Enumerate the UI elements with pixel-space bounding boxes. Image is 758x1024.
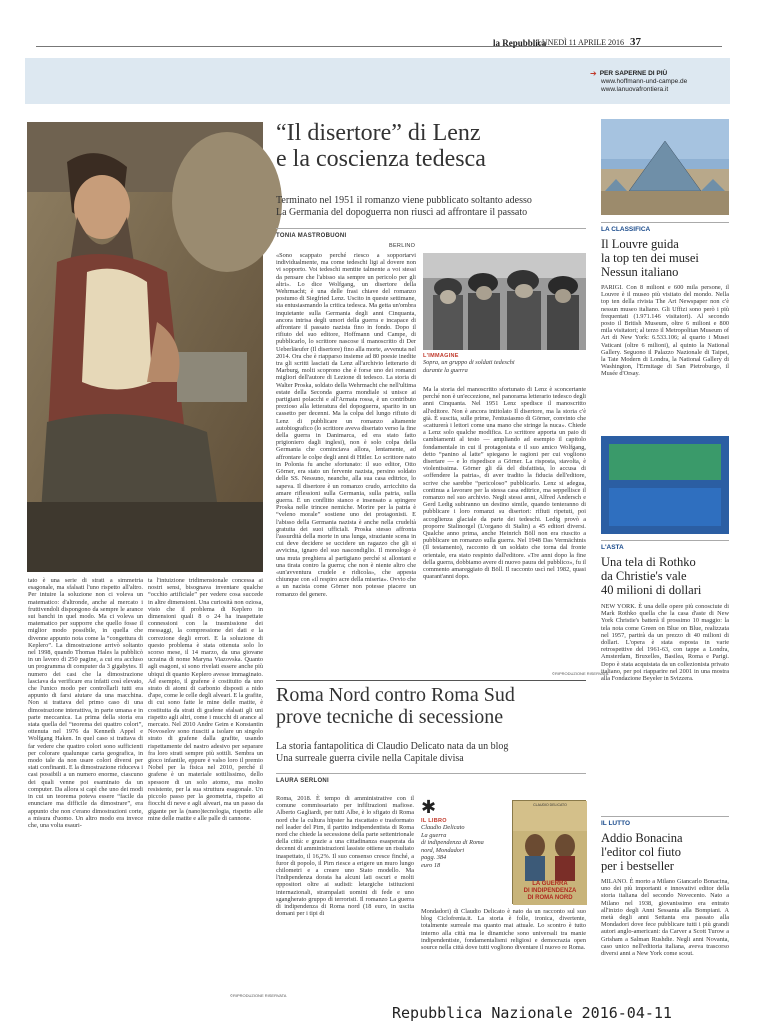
classifica-body: PARIGI. Con 8 milioni e 600 mila persone, il Louvre è il museo più visitato del mondo. Nella top ten della rivista The Art Newspaper non c'è nessun museo italiano. Gli Uffizi sono però i più frequentati (1.971.146 visitatori). Al secondo posto il British Museum, oltre 6 milioni e 800 mila visitatori; al terzo il Metropolitan Museum of Art di New York: 6.533.106; al quarto i Musei Vaticani (oltre 6 milioni), al quinto la National Gallery. Seguono il Palazzo Nazionale di Taipei, la Tate Modern di Londra, la National Gallery di Washington, l'Ermitage di San Pietroburgo, il Musée d'Orsay. [601, 284, 729, 378]
second-article-subtitle: La storia fantapolitica di Claudio Delicato nata da un blog Una surreale guerra civile nella Capitale divisa [276, 741, 509, 764]
asterisk-icon: ✱ [421, 797, 437, 818]
louvre-image [601, 119, 729, 215]
sidebar-rule-2 [601, 540, 729, 541]
second-article-col1: Roma, 2018. È tempo di amministrative con il comune commissariato per infiltrazioni mafiose. Alberto Gagliardi, per tutti Albe, è lo sfigato di Roma nord che la cultura hipster ha riscattato e trasformato nel leader del Pirn, il partito indipendentista di Roma nord che chiede la secessione della parte settentrionale della città: e grazie a una cittadinanza esasperata da decenni di amministrazioni lassiste ottiene un risultato inaspettato, il 16,2%. Il suo consenso cresce finché, a furor di popolo, il Pirn riesce a erigere un muro lungo chilometri e a creare uno Stato modello. Ma l'indipendenza dorata ha alcuni lati oscuri e molti oppositori oltre ai sudisti: letargiche istituzioni internazionali, strampalati uomini di fede e uno sgangherato gruppo di terroristi. Il romanzo La guerra di indipendenza di Roma nord (18 euro, in uscita domani per i tipi di [276, 795, 414, 918]
book-info: ✱ IL LIBRO Claudio Delicato La guerra di indipendenza di Roma nord, Mondadori pagg. 384 euro 18 [421, 800, 491, 869]
asta-title: Una tela di Rothko da Christie's vale 40 milioni di dollari [601, 555, 702, 597]
lutto-body: MILANO. È morto a Milano Giancarlo Bonacina, uno dei più importanti e innovativi editor della storia italiana del secondo Novecento. Nato a Milano nel 1938, giovanissimo era entrato all'inizio degli Anni Sessanta alla Bompiani. A metà degli anni Settanta era passato alla Mondadori dove fece pubblicare tutti i più grandi autori anglo-americani: da Carver a Scott Turow a Grisham a Salman Rushdie. Negli anni Novanta, caso unico nell'editoria italiana, aveva trascorso diversi anni a New York come scout. [601, 878, 729, 958]
left-credit: ©RIPRODUZIONE RISERVATA [230, 993, 287, 998]
second-article-author: LAURA SERLONI [276, 778, 330, 784]
link-lanuovafrontiera[interactable]: www.lanuovafrontiera.it [601, 86, 669, 93]
sidebar-rule-1 [601, 222, 729, 223]
image-caption: L'IMMAGINE Sopra, un gruppo di soldati tedeschi durante la guerra [423, 353, 515, 374]
left-col2: ta l'intuizione tridimensionale concessa ai nostri sensi, bisognava inventare qualche “occhio artificiale” per vedere cosa succede in altre dimensioni. Una curiosità non oziosa, visto che il problema di Keplero in dimensioni quali 8 o 24 ha inaspettate connessioni con la trasmissione dei messaggi, la compressione dei dati e la correzione degli errori. E la soluzione di questo problema è stata ottenuta solo lo scorso mese, il 14 marzo, da una giovane ucraina di nome Maryna Viazovska. Quanto agli esagoni, si sono rivelati essere anche più ubiqui di quanto Keplero avesse immaginato. Ad esempio, il grafene è costituito da uno strato di atomi di carbonio disposti a nido d'ape, come le celle degli alveari. E la grafite, di cui sono fatte le mine delle matite, è costituita da strati di grafene sfalsati gli uni rispetto agli altri, come i mucchi di arance al mercato. Nel 2010 Andre Geim e Konstantin Novoselov sono riusciti a isolare un singolo strato di grafene dalla grafite, usando rispettamente del nastro adesivo per separare fra loro strati sempre più sottili. Sembra un gioco infantile, eppure è valso loro il premio Nobel per la fisica nel 2010, perché il grafene è un materiale sottilissimo, dello spessore di un solo atomo, ma molto resistente, per la sua struttura esagonale. Un piccolo passo per la geometria, rispetto ai fiocchi di neve e agli alveari, ma un passo da gigante per la (nano)tecnologia, rispetto alle mine delle matite e alle palle di cannone. [148, 577, 263, 822]
rothko-image [601, 436, 729, 534]
per-saperne-title: PER SAPERNE DI PIÙ [599, 70, 668, 77]
subtitle-rule [276, 228, 586, 229]
main-article-credit: ©RIPRODUZIONE RISERVATA [552, 671, 609, 676]
second-article-col2: Mondadori) di Claudio Delicato è nato da un racconto sul suo blog Ciclofrenia.it. La storia è folle, ironica, divertente, totalmente surreale ma quanto mai attuale. Lo scontro è tutto interno alla città ma le dinamiche sono universali tra manie indipendentiste, fondamentalismi religiosi e democrazia open source nella città dove tutti vogliono diventare il nuovo re Roma. [421, 908, 586, 952]
lutto-title: Addio Bonacina l'editor col fiuto per i bestseller [601, 831, 683, 873]
soldiers-image [423, 253, 586, 350]
main-article-author: TONIA MASTROBUONI [276, 233, 347, 239]
main-article-title: “Il disertore” di Lenz e la coscienza tedesca [276, 120, 486, 172]
main-article-col2: Ma la storia del manoscritto sfortunato di Lenz è sconcertante perché non è un'eccezione, nel panorama letterario tedesco degli anni Cinquanta. Nel 1951 Lenz spedisce il manoscritto all'editore. Non è ancora intitolato Il disertore, ma la storia c'è già. È suscita, sulle prime, l'entusiasmo di Görner, convinto che «catturerà i lettori come una mano che stringe la nuca». Chiede a Lenz solo qualche modifica. Lo scrittore apporta un paio di cambiamenti al testo — ampliando ad esempio il capitolo fondamentale in cui il protagonista e il suo amico Wolfgang, detto “panino al latte” spiegano le ragioni per cui vogliono disertare — e lo rispedisce a Görner. La risposta, stavolta, è violentissima. Görner gli dà del disfattista, lo accusa di «offendere la patria», di aver tradito la fiducia dell'editore, scrive che sarebbe “pericoloso” pubblicarlo. Lenz si adegua, continua a lavorare per la stessa casa editrice, ma seppellisce il romanzo nel suo archivio. Negli stessi anni, Alfred Andersch e Gerd Ledig subiranno un destino simile, quando tenteranno di pubblicare i loro romanzi su disertori: rifiuti ripetuti, poi accoglienza glaciale da parte dei tedeschi. Ledig provò a proporre Stalinorgel (L'organo di Stalin) a 45 editori diversi. Qualche anno prima, anche Heinrich Böll non era riuscito a pubblicare un romanzo sulla guerra. Nel 1948 Das Vermächtnis (Il testamento), racconto di un soldato che torna dal fronte orientale, era stato respinto dall'editore. «Tre anni dopo la fine della guerra, dobbiamo avere di nuovo paura del pubblico», fu il commento amareggiato di Böll. Il racconto uscì nel 1982, quasi quarant'anni dopo. [423, 386, 586, 581]
classifica-tag: LA CLASSIFICA [601, 226, 651, 233]
painting-image [27, 122, 263, 572]
newspaper-name: la Repubblica [493, 38, 547, 48]
book-cover: CLAUDIO DELICATO LA GUERRA DI INDIPENDENZA DI ROMA NORD [512, 800, 586, 904]
classifica-title: Il Louvre guida la top ten dei musei Nessun italiano [601, 237, 699, 279]
second-article-title: Roma Nord contro Roma Sud prove tecniche di secessione [276, 684, 515, 728]
second-subtitle-rule [276, 773, 586, 774]
footer-stamp: Repubblica Nazionale 2016-04-11 [392, 1004, 672, 1022]
arrow-icon: ➔ [590, 69, 597, 78]
per-saperne-box [590, 70, 720, 100]
left-col1: tato è una serie di strati a simmetria esagonale, ma sfalsati l'uno rispetto all'altro. Per intuire la soluzione non ci voleva un matematico: d'altronde, anche al mercato i fruttivendoli dispongono da sempre le arance sui banchi in quel modo. Ma ci voleva un matematico per supporre che quello fosse il miglior modo possibile, in quella che divenne appunto nota come la “congettura di Keplero”. La dimostrazione arrivò soltanto nel 1998, quando Thomas Hales la pubblicò in un lavoro di 250 pagine, a cui era accluso un programma di computer da 3 gigabytes. Il numero dei casi che la dimostrazione lasciava da verificare era infatti così elevato, che l'unico modo per controllarli tutti era appunto di farsi aiutare da una macchina. Non si trattava del primo caso di una dimostrazione interattiva, in parte umana e in parte meccanica. La prima della storia era stata quella del “teorema dei quattro colori”, ottenuta nel 1976 da Kenneth Appel e Wolfgang Haken. In quel caso si trattava di far vedere che quattro colori sono sufficienti per colorare qualunque carta geografica, in modo tale da non usare colori diversi per stati confinanti. E la dimostrazione riduceva i casi possibili a un numero enorme, ciascuno dei quali venne poi esaminato da un computer. Da allora si capì che uno dei modi in cui un teorema poteva essere “facile da enunciare ma difficile da dimostrare”, era appunto che non c'erano dimostrazioni corte, a misura d'uomo. Un altro modo era invece che, una volta esauri- [28, 577, 143, 829]
sidebar-rule-3 [601, 816, 729, 817]
second-article-rule [276, 680, 586, 681]
asta-tag: L'ASTA [601, 544, 624, 551]
asta-body: NEW YORK. È una delle opere più conosciute di Mark Rothko quella che la casa d'aste di New York Christie's batterà il prossimo 10 maggio: la tela nota come Green on Blue on Blue, realizzata nel 1957, partirà da un prezzo di 40 milioni di dollari. L'opera è stata esposta in varie retrospettive del 1961-63, con tappe a Londra, Amsterdam, Bruxelles, Basilea, Roma e Parigi. Dopo è stata acquistata da un collezionista privato italiano, per poi riapparire nel 2001 in una mostra alla Fondazione Beyeler in Svizzera. [601, 603, 729, 683]
page-number: 37 [630, 36, 641, 48]
link-hoffmann[interactable]: www.hoffmann-und-campe.de [601, 78, 688, 85]
dateline: BERLINO [389, 243, 416, 249]
main-article-col1: «Sono scappato perché riesco a sopportarvi individualmente, ma come tedeschi ligi al dovere non vi sopporto. Voi tedeschi mentite talmente a voi stessi da pensare che l'abisso sia sempre un pericolo per gli altri». Lo dice Wolfgang, un disertore della Wehrmacht; è una delle frasi chiave del romanzo postumo di Siegfried Lenz. Uscito in queste settimane, sta entusiasmando la critica tedesca. Ma getta un'ombra inquietante sulla Germania degli anni Cinquanta, ancora intrisa degli umori della guerra e incapace di affrontare il passato nazista fino in fondo. Dopo il rifiuto del suo editore, Hoffmann und Campe, di pubblicarlo, lo scrittore nascose il manoscritto di Der Ueberläeufer (Il disertore) fino alla morte, avvenuta nel 2014. Ora che è riapparso insieme ad 80 poesie inedite tra gli scritti lasciati da Lenz all'archivio letterario di Marburg, molti scoprono che è forse uno dei romanzi migliori dell'autore di Lezione di tedesco. La storia di Walter Proska, soldato della Wehrmacht che nell'ultima estate della Seconda guerra mondiale si unisce ai partigiani polacchi e all'Armata rossa, è un contributo prezioso alla letteratura del dopoguerra, sparito in un cassetto per decenni. Ma la colpa del lungo rifiuto di Lenz di pubblicare un romanzo altamente autobiografico (lo scrittore aveva disertato verso la fine della guerra in Danimarca, ed era stato fatto prigioniero dagli inglesi), non è solo colpa della Germania che cominciava allora, lentamente, ad affrontare le colpe degli anni di Hitler. Lo scrittore nato in Polonia fu anche sfortunato: il suo editor, Otto Görner, era stato un fervente nazista, persino soldato delle SS. Nessuno, neanche, alla sua casa editrice, lo sapeva. Il disertore è un romanzo crudo, arricchito da amare riflessioni sulla Germania, sulla patria, sulla guerra. È un conflitto stanco e insensato a spingere Proska nelle trincee nemiche. Morire per la patria è “veleno morale” sostiene uno dei protagonisti. E l'abisso della Germania nazista è anche nella crudeltà gratuita dei suoi ufficiali. Proska stesso affronta l'assurdità della morte in una lunga, straziante scena in cui deve decidere se uccidere un ragazzo che gli si avvicina, ignaro del suo nascondiglio. Il monologo è una muta preghiera al partigiano perché si allontani e una tirata contro la guerra; che non è niente altro che «un'avventura crudele e ridicola», che appesta chiunque con «il respiro acre della miseria». Ovvio che a un nazista come Görner non potesse piacere un romanzo del genere. [276, 252, 416, 598]
lutto-tag: IL LUTTO [601, 820, 631, 827]
issue-date: LUNEDÌ 11 APRILE 2016 [537, 38, 625, 47]
main-article-subtitle: Terminato nel 1951 il romanzo viene pubblicato soltanto adesso La Germania del dopoguerra non riuscì ad affrontare il passato [276, 195, 532, 218]
